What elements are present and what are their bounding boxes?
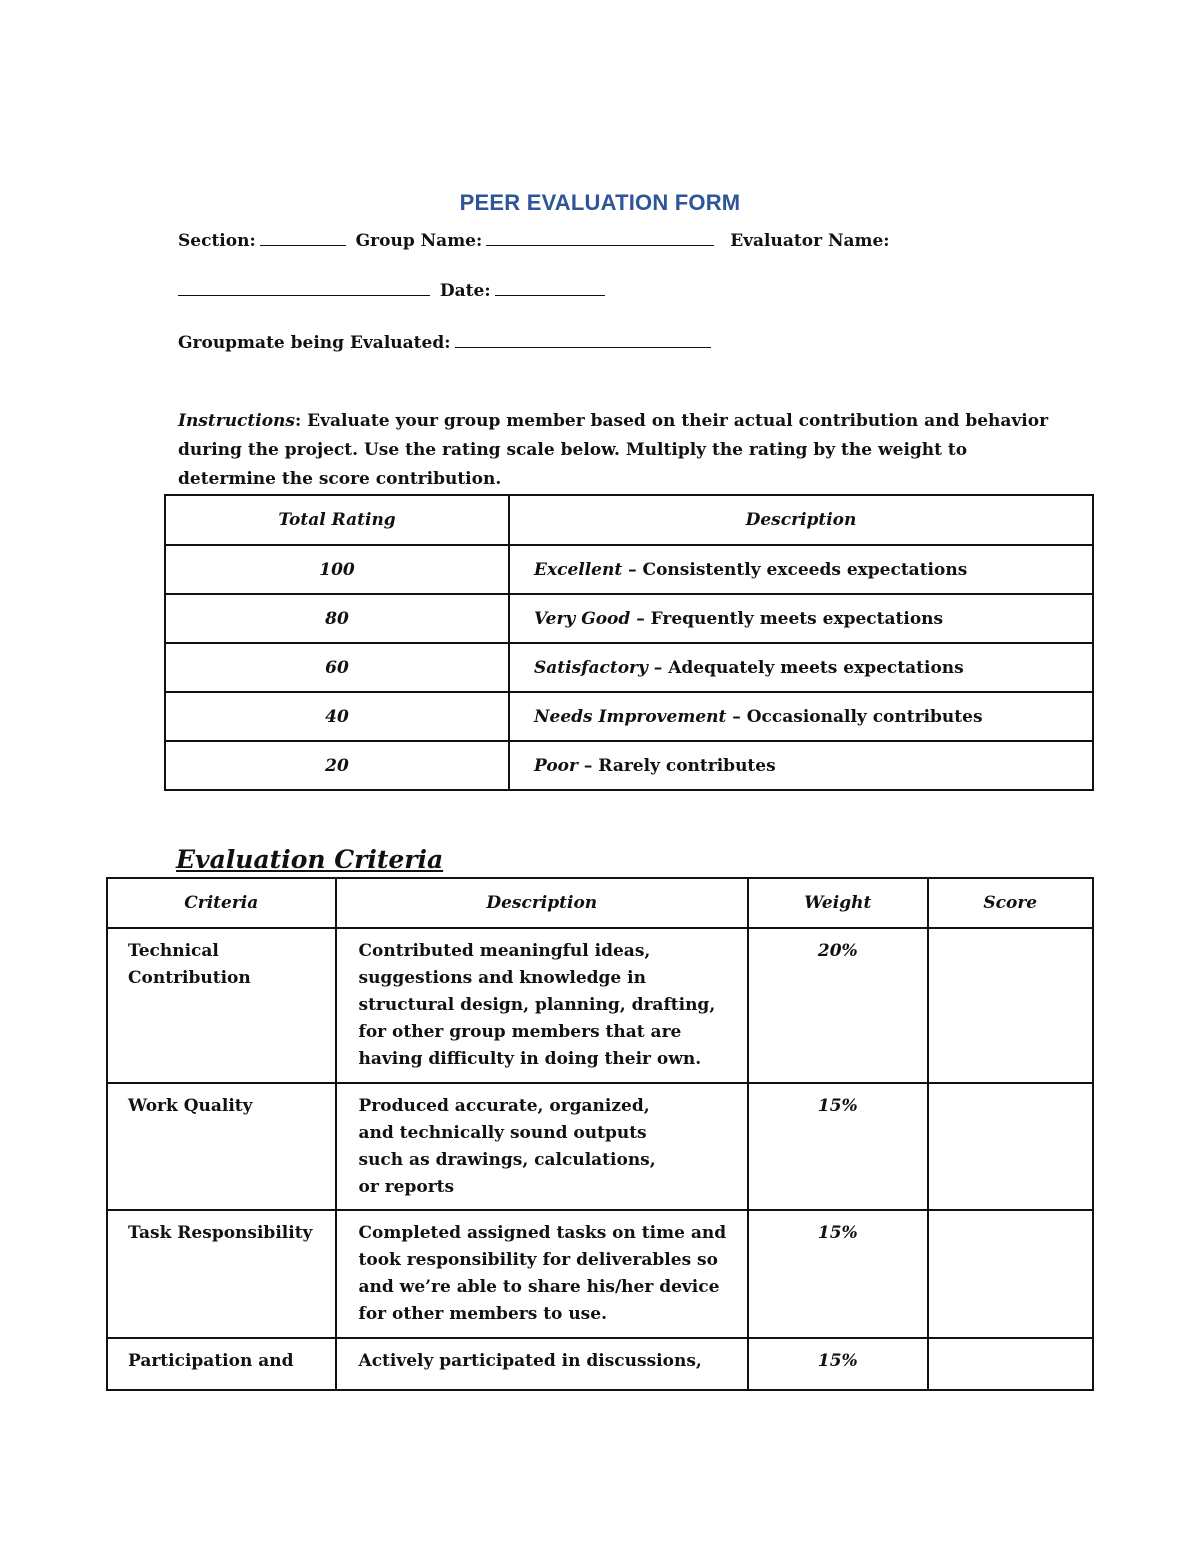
section-label: Section: [178, 231, 256, 251]
table-row [165, 545, 1093, 594]
criteria-name [107, 1210, 336, 1338]
rating-value: 100 [165, 545, 509, 594]
criteria-score-cell[interactable] [928, 1338, 1094, 1390]
criteria-desc-line: and technically sound outputs [358, 1123, 647, 1143]
criteria-desc-line: suggestions and knowledge in [358, 968, 646, 988]
instructions-line-1 [178, 407, 1058, 436]
rating-header-row [165, 495, 1093, 545]
criteria-desc-line: structural design, planning, drafting, [358, 995, 716, 1015]
group-name-field[interactable] [486, 229, 714, 246]
group-name-label: Group Name: [355, 231, 483, 251]
criteria-name-line: Task Responsibility [128, 1223, 313, 1243]
table-row [107, 1083, 1093, 1210]
criteria-desc-line: Contributed meaningful ideas, [358, 941, 651, 961]
rating-scale-table [164, 494, 1094, 791]
criteria-description [336, 1210, 749, 1338]
rating-value: 60 [165, 643, 509, 692]
rating-desc-text: – Occasionally contributes [726, 706, 983, 727]
criteria-header-row [107, 878, 1093, 928]
evaluation-criteria-table [106, 877, 1094, 1391]
criteria-desc-line: and we’re able to share his/her device [358, 1277, 720, 1297]
page-title: PEER EVALUATION FORM [459, 190, 741, 215]
instructions-line-2: during the project. Use the rating scale below. Multiply the rating by the weight to [178, 440, 968, 460]
table-row [165, 643, 1093, 692]
criteria-desc-line: Produced accurate, organized, [358, 1096, 650, 1116]
criteria-name [107, 1338, 336, 1390]
evaluation-criteria-heading: Evaluation Criteria [176, 845, 444, 874]
criteria-weight: 15% [748, 1083, 927, 1210]
criteria-name [107, 928, 336, 1083]
rating-label: Excellent [534, 559, 623, 580]
rating-value: 40 [165, 692, 509, 741]
criteria-desc-line: for other members to use. [358, 1304, 607, 1324]
rating-label: Poor [534, 755, 578, 776]
rating-desc-text: – Rarely contributes [577, 755, 776, 776]
rating-label: Satisfactory [534, 657, 648, 678]
criteria-name-line: Contribution [128, 968, 251, 988]
rating-description [509, 545, 1093, 594]
instructions-lead: Instructions [178, 411, 295, 431]
header-line-2 [178, 279, 609, 301]
table-row [107, 1210, 1093, 1338]
instructions-text-1: : Evaluate your group member based on their actual contribution and behavior [294, 411, 1049, 431]
criteria-desc-line: for other group members that are [358, 1022, 682, 1042]
rating-description [509, 594, 1093, 643]
criteria-header-score: Score [928, 878, 1094, 928]
rating-description [509, 741, 1093, 790]
criteria-weight: 15% [748, 1338, 927, 1390]
criteria-name [107, 1083, 336, 1210]
rating-desc-text: – Adequately meets expectations [647, 657, 964, 678]
criteria-header-criteria: Criteria [107, 878, 336, 928]
criteria-desc-line: Actively participated in discussions, [358, 1351, 702, 1371]
instructions-line-3: determine the score contribution. [178, 469, 502, 489]
table-row [165, 741, 1093, 790]
table-row [165, 594, 1093, 643]
criteria-header-weight: Weight [748, 878, 927, 928]
criteria-description [336, 928, 749, 1083]
criteria-description [336, 1083, 749, 1210]
rating-description [509, 643, 1093, 692]
date-label: Date: [439, 281, 491, 301]
header-line-3 [178, 331, 715, 353]
rating-desc-text: – Consistently exceeds expectations [622, 559, 968, 580]
criteria-desc-line: or reports [358, 1177, 455, 1197]
evaluator-name-label: Evaluator Name: [730, 231, 890, 251]
header-line-1 [178, 229, 890, 251]
groupmate-field[interactable] [455, 331, 711, 348]
criteria-score-cell[interactable] [928, 928, 1094, 1083]
table-row [107, 1338, 1093, 1390]
criteria-name-line: Work Quality [128, 1096, 253, 1116]
criteria-description [336, 1338, 749, 1390]
rating-header-description: Description [509, 495, 1093, 545]
criteria-desc-line: Completed assigned tasks on time and [358, 1223, 727, 1243]
rating-label: Very Good [534, 608, 631, 629]
criteria-desc-line: such as drawings, calculations, [358, 1150, 656, 1170]
evaluator-name-field[interactable] [178, 279, 430, 296]
date-field[interactable] [495, 279, 605, 296]
criteria-desc-line: took responsibility for deliverables so [358, 1250, 718, 1270]
criteria-header-description: Description [336, 878, 749, 928]
criteria-name-line: Participation and [128, 1351, 294, 1371]
criteria-desc-line: having difficulty in doing their own. [358, 1049, 702, 1069]
table-row [107, 928, 1093, 1083]
table-row [165, 692, 1093, 741]
rating-header-total: Total Rating [165, 495, 509, 545]
rating-value: 80 [165, 594, 509, 643]
rating-description [509, 692, 1093, 741]
criteria-name-line: Technical [128, 941, 219, 961]
rating-desc-text: – Frequently meets expectations [630, 608, 944, 629]
criteria-score-cell[interactable] [928, 1210, 1094, 1338]
rating-label: Needs Improvement [534, 706, 727, 727]
criteria-weight: 15% [748, 1210, 927, 1338]
instructions [178, 407, 1058, 494]
criteria-weight: 20% [748, 928, 927, 1083]
groupmate-label: Groupmate being Evaluated: [178, 333, 451, 353]
criteria-score-cell[interactable] [928, 1083, 1094, 1210]
section-field[interactable] [260, 229, 346, 246]
rating-value: 20 [165, 741, 509, 790]
